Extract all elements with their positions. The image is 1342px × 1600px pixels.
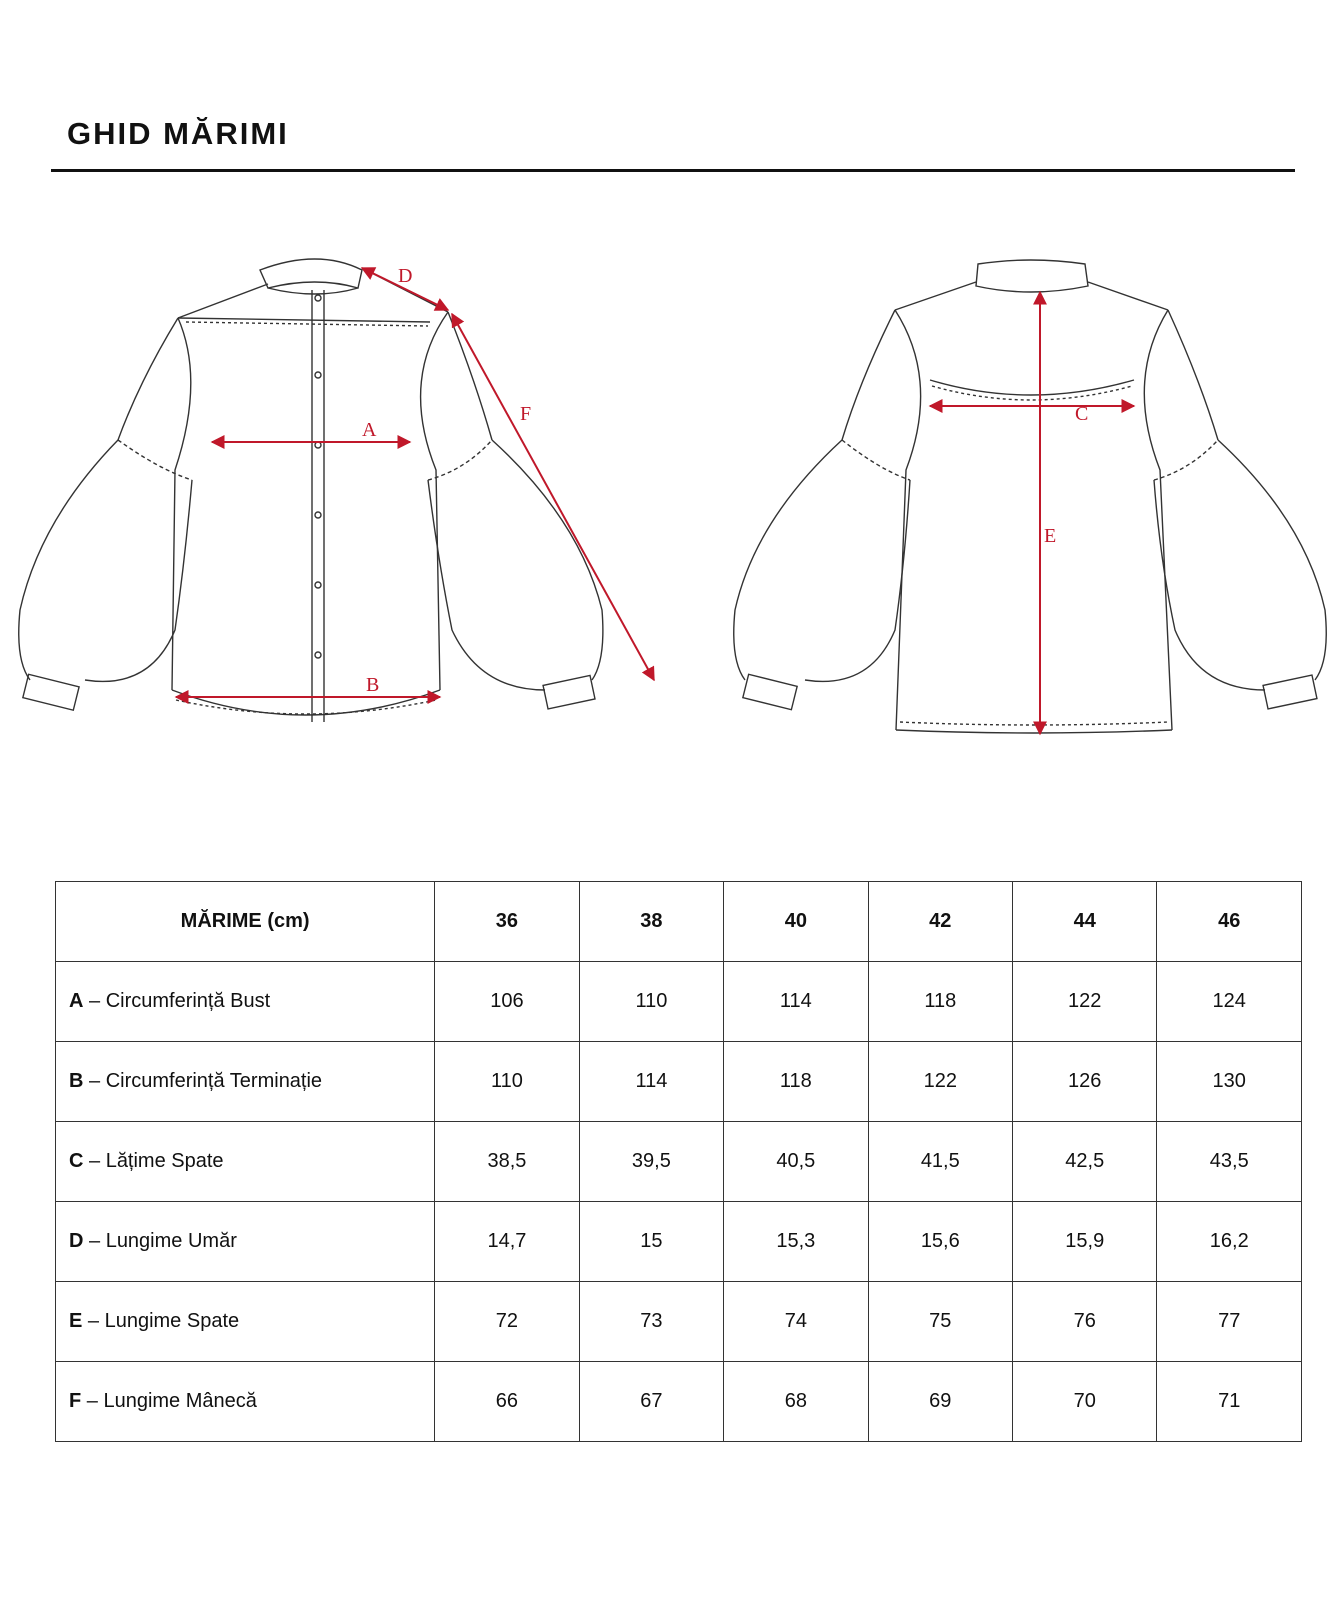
- table-cell: 41,5: [868, 1122, 1012, 1202]
- table-cell: 118: [868, 962, 1012, 1042]
- table-cell: 114: [724, 962, 868, 1042]
- table-cell: 15,6: [868, 1202, 1012, 1282]
- table-cell: 72: [435, 1282, 579, 1362]
- table-cell: 68: [724, 1362, 868, 1442]
- table-row: [56, 1362, 1302, 1442]
- table-cell: 130: [1157, 1042, 1302, 1122]
- table-cell: 15,3: [724, 1202, 868, 1282]
- row-label: B – Circumferință Terminație: [56, 1042, 435, 1122]
- front-shirt-drawing: [19, 259, 603, 722]
- table-cell: 40,5: [724, 1122, 868, 1202]
- table-cell: 69: [868, 1362, 1012, 1442]
- table-cell: 122: [1013, 962, 1157, 1042]
- label-d: D: [398, 265, 413, 287]
- back-measure-lines: [930, 292, 1134, 734]
- table-cell: 16,2: [1157, 1202, 1302, 1282]
- back-shirt-drawing: [734, 260, 1327, 733]
- table-cell: 71: [1157, 1362, 1302, 1442]
- header-size: 38: [579, 882, 723, 962]
- page-title: GHID MĂRIMI: [67, 116, 289, 151]
- row-label: A – Circumferință Bust: [56, 962, 435, 1042]
- table-row: [56, 1282, 1302, 1362]
- header-size: 46: [1157, 882, 1302, 962]
- row-label: C – Lățime Spate: [56, 1122, 435, 1202]
- table-cell: 122: [868, 1042, 1012, 1122]
- header-size: 36: [435, 882, 579, 962]
- header-size: 44: [1013, 882, 1157, 962]
- table-cell: 66: [435, 1362, 579, 1442]
- label-a: A: [362, 419, 377, 441]
- table-cell: 14,7: [435, 1202, 579, 1282]
- table-cell: 110: [579, 962, 723, 1042]
- table-cell: 74: [724, 1282, 868, 1362]
- title-divider: [51, 169, 1295, 172]
- table-row: [56, 1202, 1302, 1282]
- table-cell: 39,5: [579, 1122, 723, 1202]
- table-cell: 15,9: [1013, 1202, 1157, 1282]
- header-size: 42: [868, 882, 1012, 962]
- table-row: [56, 1042, 1302, 1122]
- table-cell: 124: [1157, 962, 1302, 1042]
- table-row: [56, 962, 1302, 1042]
- table-cell: 38,5: [435, 1122, 579, 1202]
- row-label: D – Lungime Umăr: [56, 1202, 435, 1282]
- front-measure-lines: [176, 268, 654, 697]
- garment-illustrations: [0, 230, 1342, 760]
- table-row: [56, 1122, 1302, 1202]
- header-size-label: MĂRIME (cm): [56, 882, 435, 962]
- table-cell: 76: [1013, 1282, 1157, 1362]
- table-cell: 75: [868, 1282, 1012, 1362]
- table-cell: 42,5: [1013, 1122, 1157, 1202]
- table-header-row: [56, 882, 1302, 962]
- table-cell: 77: [1157, 1282, 1302, 1362]
- label-f: F: [520, 403, 532, 425]
- label-b: B: [366, 674, 380, 696]
- label-c: C: [1075, 403, 1089, 425]
- table-cell: 70: [1013, 1362, 1157, 1442]
- row-label: E – Lungime Spate: [56, 1282, 435, 1362]
- table-cell: 43,5: [1157, 1122, 1302, 1202]
- label-e: E: [1044, 525, 1057, 547]
- table-cell: 110: [435, 1042, 579, 1122]
- size-table: [55, 881, 1302, 1442]
- table-cell: 114: [579, 1042, 723, 1122]
- table-cell: 15: [579, 1202, 723, 1282]
- table-cell: 73: [579, 1282, 723, 1362]
- row-label: F – Lungime Mânecă: [56, 1362, 435, 1442]
- table-cell: 67: [579, 1362, 723, 1442]
- table-cell: 126: [1013, 1042, 1157, 1122]
- table-cell: 106: [435, 962, 579, 1042]
- header-size: 40: [724, 882, 868, 962]
- table-cell: 118: [724, 1042, 868, 1122]
